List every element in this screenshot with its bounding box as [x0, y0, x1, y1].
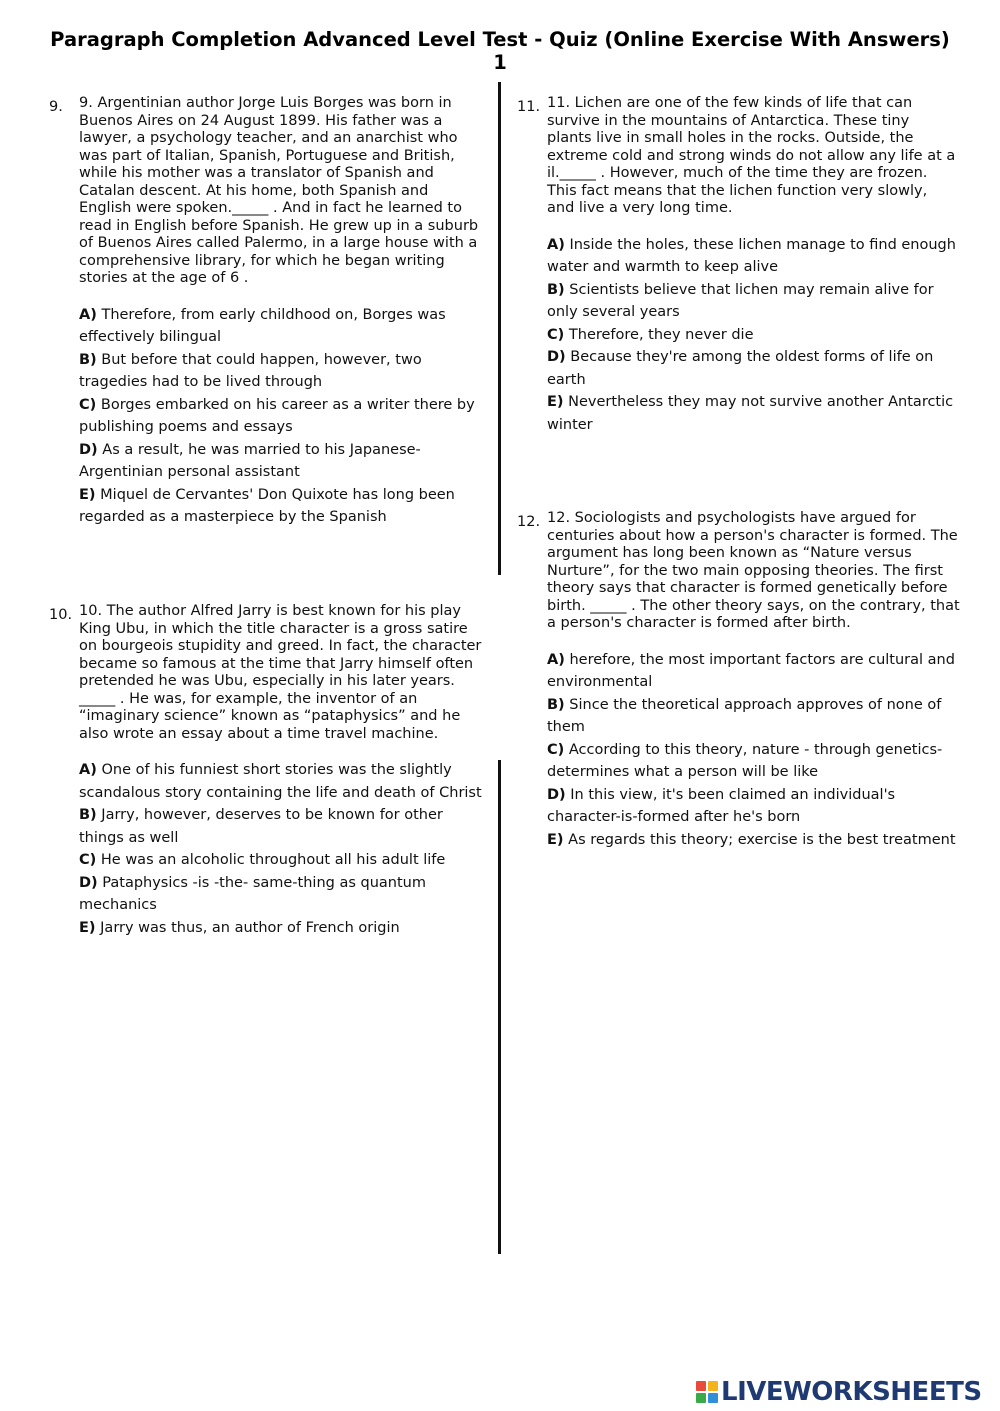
logo-square-yellow	[708, 1381, 718, 1391]
option-letter: C)	[79, 396, 97, 413]
option-letter: B)	[547, 696, 565, 713]
option-b[interactable]	[79, 349, 484, 394]
question-number: 10.	[49, 607, 73, 623]
option-c[interactable]	[79, 394, 484, 439]
option-list	[79, 304, 484, 529]
option-list	[547, 649, 962, 852]
option-text: According to this theory, nature - through genetics-determines what a person will be like	[547, 741, 943, 780]
option-e[interactable]	[547, 391, 957, 436]
option-text: Miquel de Cervantes' Don Quixote has long been regarded as a masterpiece by the Spanish	[79, 486, 455, 525]
option-letter: E)	[547, 831, 564, 848]
option-text: Scientists believe that lichen may remain alive for only several years	[547, 281, 934, 320]
option-letter: A)	[547, 236, 565, 253]
option-text: Nevertheless they may not survive another Antarctic winter	[547, 394, 954, 433]
option-letter: A)	[79, 762, 97, 778]
question-9	[49, 95, 484, 529]
page-title	[0, 28, 1000, 74]
option-b[interactable]	[547, 279, 957, 324]
option-text: Since the theoretical approach approves of none of them	[547, 696, 942, 735]
option-c[interactable]	[547, 739, 962, 784]
question-11	[517, 95, 957, 436]
option-text: Inside the holes, these lichen manage to find enough water and warmth to keep alive	[547, 236, 956, 275]
page-title-line2: 1	[493, 51, 507, 74]
question-number: 11.	[517, 99, 541, 115]
question-text: 9. Argentinian author Jorge Luis Borges was born in Buenos Aires on 24 August 1899. His father was a lawyer, a psychology teacher, and an anarchist who was part of Italian, Spanish, Portuguese and British, while his mother was a translator of Spanish and Catalan descent. At his home, both Spanish and English were spoken._____ . And in fact he learned to read in English before Spanish. He grew up in a suburb of Buenos Aires called Palermo, in a large house with a comprehensive library, for which he began writing stories at the age of 6 .	[79, 95, 479, 286]
column-divider-bottom	[498, 760, 501, 1254]
option-letter: C)	[79, 852, 97, 868]
option-letter: D)	[547, 786, 566, 803]
logo-square-blue	[708, 1393, 718, 1403]
option-d[interactable]	[547, 346, 957, 391]
question-10	[49, 603, 489, 939]
option-text: He was an alcoholic throughout all his adult life	[100, 852, 446, 868]
question-text: 12. Sociologists and psychologists have argued for centuries about how a person's character is formed. The argument has long been known as “Nature versus Nurture”, for the two main opposing theories. The first theory says that character is formed genetically before birth. _____ . The other theory says, on the contrary, that a person's character is formed after birth.	[547, 510, 960, 631]
option-text: Pataphysics -is -the- same-thing as quantum mechanics	[79, 874, 426, 913]
option-text: Therefore, they never die	[568, 326, 754, 343]
question-number: 12.	[517, 514, 541, 530]
question-number: 9.	[49, 99, 63, 115]
logo-text: LIVEWORKSHEETS	[721, 1377, 982, 1407]
option-text: herefore, the most important factors are cultural and environmental	[547, 651, 955, 690]
option-letter: B)	[547, 281, 565, 298]
column-divider-top	[498, 82, 501, 575]
question-text: 10. The author Alfred Jarry is best known for his play King Ubu, in which the title character is a gross satire on bourgeois stupidity and greed. In fact, the character became so famous at the time that Jarry himself often pretended he was Ubu, especially in his later years. _____ . He was, for example, the inventor of an “imaginary science” known as “pataphysics” and he also wrote an essay about a time travel machine.	[79, 603, 482, 742]
option-a[interactable]	[547, 234, 957, 279]
option-letter: E)	[79, 919, 96, 936]
option-letter: C)	[547, 741, 565, 758]
option-d[interactable]	[79, 439, 484, 484]
option-text: Therefore, from early childhood on, Borges was effectively bilingual	[79, 306, 446, 345]
logo-square-green	[696, 1393, 706, 1403]
liveworksheets-logo[interactable]	[696, 1374, 982, 1410]
option-list	[79, 759, 489, 939]
option-e[interactable]	[79, 484, 484, 529]
option-d[interactable]	[79, 872, 489, 917]
logo-square-red	[696, 1381, 706, 1391]
liveworksheets-logo-icon	[696, 1381, 718, 1403]
option-text: Because they're among the oldest forms of life on earth	[547, 349, 934, 388]
option-d[interactable]	[547, 784, 962, 829]
option-text: Jarry, however, deserves to be known for other things as well	[79, 807, 443, 846]
option-letter: A)	[547, 651, 565, 668]
option-a[interactable]	[547, 649, 962, 694]
option-c[interactable]	[547, 324, 957, 347]
option-letter: E)	[547, 394, 564, 410]
option-text: But before that could happen, however, two tragedies had to be lived through	[79, 351, 422, 390]
option-text: As a result, he was married to his Japanese-Argentinian personal assistant	[79, 441, 421, 480]
option-text: In this view, it's been claimed an individual's character-is-formed after he's born	[547, 786, 896, 825]
option-letter: C)	[547, 326, 565, 343]
option-letter: E)	[79, 486, 96, 503]
option-letter: D)	[79, 441, 98, 458]
option-e[interactable]	[547, 829, 962, 852]
option-text: As regards this theory; exercise is the best treatment	[568, 831, 956, 848]
option-e[interactable]	[79, 917, 489, 940]
option-text: Jarry was thus, an author of French origin	[100, 919, 400, 936]
option-letter: D)	[547, 349, 566, 365]
option-text: One of his funniest short stories was the slightly scandalous story containing the life and death of Christ	[79, 762, 482, 801]
option-text: Borges embarked on his career as a writer there by publishing poems and essays	[79, 396, 475, 435]
option-c[interactable]	[79, 849, 489, 872]
option-letter: A)	[79, 306, 97, 323]
option-a[interactable]	[79, 759, 489, 804]
question-text: 11. Lichen are one of the few kinds of life that can survive in the mountains of Antarctica. These tiny plants live in small holes in the rocks. Outside, the extreme cold and strong winds do not allow any life at a il._____ . However, much of the time they are frozen. This fact means that the lichen function very slowly, and live a very long time.	[547, 95, 956, 216]
option-b[interactable]	[79, 804, 489, 849]
option-letter: D)	[79, 874, 98, 891]
option-list	[547, 234, 957, 437]
option-a[interactable]	[79, 304, 484, 349]
option-letter: B)	[79, 807, 97, 823]
question-12	[517, 510, 962, 851]
page-title-line1: Paragraph Completion Advanced Level Test - Quiz (Online Exercise With Answers)	[50, 28, 950, 51]
option-b[interactable]	[547, 694, 962, 739]
option-letter: B)	[79, 351, 97, 368]
